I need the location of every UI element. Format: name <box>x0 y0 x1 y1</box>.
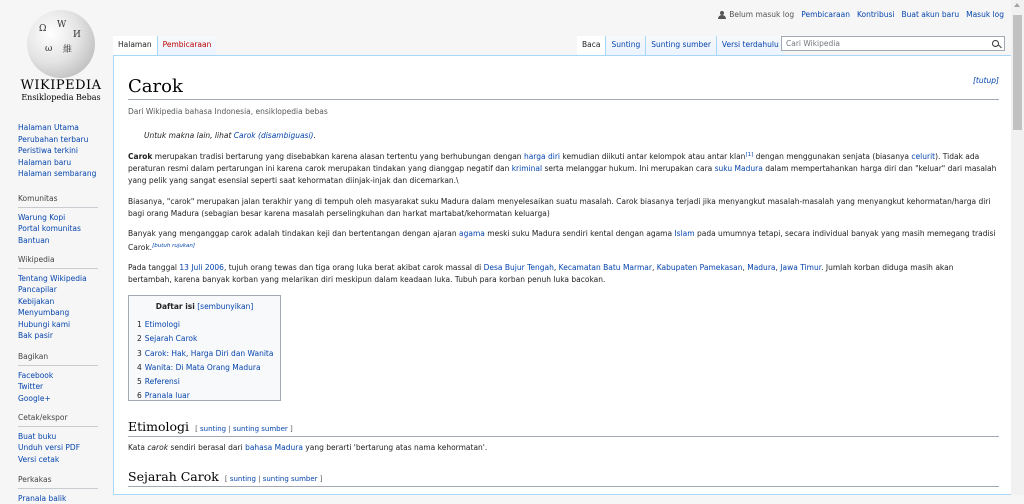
namespace-tabs <box>113 36 216 55</box>
toc-number: 4 <box>137 363 142 372</box>
toc-header <box>137 302 272 311</box>
celurit-link[interactable]: celurit <box>911 152 935 161</box>
text: , <box>776 263 781 272</box>
text: serta melanggar hukum. Ini merupakan cara <box>542 164 715 173</box>
sidebar-portal-perkakas <box>18 474 113 504</box>
sidebar-item-bak-pasir[interactable]: Bak pasir <box>18 330 113 342</box>
text: yang berarti 'bertarung atas nama kehormatan'. <box>303 443 487 452</box>
kecamatan-link[interactable]: Kecamatan Batu Marmar <box>559 263 652 272</box>
login-status-label: Belum masuk log <box>729 10 794 19</box>
sidebar-item-unduh-pdf[interactable]: Unduh versi PDF <box>18 442 113 454</box>
tab-versi-terdahulu[interactable]: Versi terdahulu <box>716 36 784 55</box>
paragraph-intro <box>128 149 998 187</box>
view-tabs <box>577 36 784 55</box>
sunting-link[interactable]: sunting <box>230 475 256 483</box>
text: dengan menggunakan senjata (biasanya <box>753 152 911 161</box>
text: ). Tidak ada peraturan resmi dalam pertarungan ini karena carok merupakan tindakan yang dianggap negatif dan <box>128 152 979 173</box>
toc-toggle[interactable]: [sembunyikan] <box>197 302 253 311</box>
paragraph-2: Biasanya, "carok" merupakan jalan terakhir yang di tempuh oleh masyarakat suku Madura dalam menyelesaikan suatu masalah. Carok biasanya terjadi jika menyangkut masalah-masalah yang menyangkut kehormatan/harga diri bagi orang Madura (sebagian besar karena masalah perselingkuhan dan harkat martabat/kehormatan keluarga) <box>128 196 998 220</box>
logo-wordmark: WIKIPEDIA <box>6 78 116 93</box>
sidebar-heading-bagikan: Bagikan <box>18 351 98 366</box>
bracket: [ <box>225 475 230 483</box>
section-heading-sejarah <box>128 469 323 484</box>
desa-link[interactable]: Desa Bujur Tengah <box>484 263 554 272</box>
sidebar-item-pranala-balik[interactable]: Pranala balik <box>18 493 113 504</box>
sidebar-heading-cetak: Cetak/ekspor <box>18 412 98 427</box>
article-content <box>113 55 1011 495</box>
table-of-contents <box>128 295 281 401</box>
text: dalam mempertahankan harga diri dan "keluar" dari masalah yang pelik yang sangat esensial seperti saat kehormatan diinjak-injak dan dicemarkan.\ <box>128 164 996 185</box>
sidebar-item-warung-kopi[interactable]: Warung Kopi <box>18 212 113 224</box>
paragraph-4 <box>128 262 998 286</box>
section-divider <box>128 486 999 487</box>
harga-diri-link[interactable]: harga diri <box>524 152 560 161</box>
toc-item[interactable] <box>137 375 272 389</box>
toc-number: 5 <box>137 377 142 386</box>
page-title: Carok <box>128 76 183 97</box>
sidebar-portal-bagikan <box>18 351 113 404</box>
text: pada umumnya tetapi, secara individual banyak yang masih memegang tradisi Carok. <box>128 229 996 252</box>
logo-tagline: Ensiklopedia Bebas <box>6 93 116 102</box>
bold-term: Carok <box>128 152 152 161</box>
buat-akun-link[interactable]: Buat akun baru <box>901 10 959 19</box>
toc-number: 6 <box>137 391 142 400</box>
citation-needed-link[interactable]: [butuh rujukan] <box>152 243 195 249</box>
search-input[interactable] <box>781 36 1005 51</box>
hatnote <box>144 131 316 140</box>
toc-title: Daftar isi <box>156 302 195 311</box>
section-title: Sejarah Carok <box>128 469 219 484</box>
search-placeholder: Cari Wikipedia <box>786 39 840 48</box>
tab-baca[interactable]: Baca <box>577 36 605 55</box>
text: , <box>554 263 559 272</box>
jawa-timur-link[interactable]: Jawa Timur <box>780 263 821 272</box>
toc-link[interactable]: Pranala luar <box>145 391 190 400</box>
bracket: ] <box>288 425 293 433</box>
site-tagline: Dari Wikipedia bahasa Indonesia, ensiklopedia bebas <box>128 107 328 116</box>
kabupaten-link[interactable]: Kabupaten Pamekasan <box>657 263 743 272</box>
scrollbar-thumb[interactable] <box>1013 15 1022 130</box>
sidebar-item-versi-cetak[interactable]: Versi cetak <box>18 454 113 466</box>
toc-number: 1 <box>137 320 142 329</box>
italic-term: carok <box>147 443 168 452</box>
sidebar-portal-wikipedia <box>18 254 113 342</box>
tutup-link[interactable]: [tutup] <box>973 76 999 85</box>
sidebar-item-twitter[interactable]: Twitter <box>18 381 113 393</box>
section-heading-etimologi <box>128 419 293 434</box>
login-status <box>718 10 794 19</box>
agama-link[interactable]: agama <box>459 229 485 238</box>
toc-number: 3 <box>137 349 142 358</box>
sunting-sumber-link[interactable]: sunting sumber <box>233 425 288 433</box>
sidebar-item-perubahan-terbaru[interactable]: Perubahan terbaru <box>18 134 113 146</box>
separator: | <box>256 475 263 483</box>
text: , <box>652 263 657 272</box>
kontribusi-link[interactable]: Kontribusi <box>857 10 895 19</box>
sidebar-item-buat-buku[interactable]: Buat buku <box>18 431 113 443</box>
sidebar-portal-cetak <box>18 412 113 465</box>
sidebar-heading-perkakas: Perkakas <box>18 474 98 489</box>
suku-madura-link[interactable]: suku Madura <box>715 164 763 173</box>
sidebar-navigation <box>18 122 113 180</box>
sidebar-item-facebook[interactable]: Facebook <box>18 370 113 382</box>
text: Pada tanggal <box>128 263 179 272</box>
sidebar-item-google-plus[interactable]: Google+ <box>18 393 113 405</box>
personal-tools <box>718 10 1004 19</box>
puzzle-globe-icon: Ω W И ω 維 <box>27 10 95 78</box>
sidebar-heading-komunitas: Komunitas <box>18 193 98 208</box>
sidebar-item-halaman-utama[interactable]: Halaman Utama <box>18 122 113 134</box>
text: . Jumlah korban diduga masih akan bertambah, karena banyak korban yang melarikan diri meskipun dalam keadaan luka. Tubuh para korban penuh luka bacokan. <box>128 263 953 284</box>
reference-link[interactable]: [1] <box>745 152 753 158</box>
sunting-link[interactable]: sunting <box>200 425 226 433</box>
tab-sunting-sumber[interactable]: Sunting sumber <box>645 36 716 55</box>
text: Banyak yang menganggap carok adalah tindakan keji dan bertentangan dengan ajaran <box>128 229 459 238</box>
islam-link[interactable]: Islam <box>674 229 694 238</box>
toc-item[interactable] <box>137 361 272 375</box>
text: kemudian diikuti antar kelompok atau antar klan <box>560 152 745 161</box>
sidebar-item-menyumbang[interactable]: Menyumbang <box>18 307 113 319</box>
toc-number: 2 <box>137 334 142 343</box>
sidebar-item-halaman-sembarang[interactable]: Halaman sembarang <box>18 168 113 180</box>
disambiguation-link[interactable]: Carok (disambiguasi) <box>234 131 314 140</box>
text: , <box>742 263 747 272</box>
sidebar-item-bantuan[interactable]: Bantuan <box>18 235 113 247</box>
separator: | <box>226 425 233 433</box>
sidebar-item-peristiwa-terkini[interactable]: Peristiwa terkini <box>18 145 113 157</box>
tab-pembicaraan[interactable]: Pembicaraan <box>157 36 217 55</box>
sidebar-heading-wikipedia: Wikipedia <box>18 254 98 269</box>
toc-item[interactable] <box>137 347 272 361</box>
sidebar-item-tentang-wikipedia[interactable]: Tentang Wikipedia <box>18 273 113 285</box>
tab-sunting[interactable]: Sunting <box>605 36 645 55</box>
toc-link[interactable]: Etimologi <box>145 320 180 329</box>
title-divider <box>128 99 999 100</box>
paragraph-3 <box>128 228 998 254</box>
date-link[interactable]: 13 Juli 2006 <box>179 263 224 272</box>
toc-link[interactable]: Sejarah Carok <box>145 334 198 343</box>
text: meski suku Madura sendiri kental dengan agama <box>485 229 675 238</box>
section-edit-links <box>225 475 323 483</box>
text: Kata <box>128 443 147 452</box>
kriminal-link[interactable]: kriminal <box>512 164 542 173</box>
toc-item[interactable] <box>137 389 272 403</box>
pembicaraan-link[interactable]: Pembicaraan <box>801 10 850 19</box>
sidebar-item-portal-komunitas[interactable]: Portal komunitas <box>18 223 113 235</box>
masuk-log-link[interactable]: Masuk log <box>966 10 1004 19</box>
bracket: ] <box>318 475 323 483</box>
toc-item[interactable] <box>137 332 272 346</box>
tab-halaman[interactable]: Halaman <box>113 36 157 55</box>
bahasa-madura-link[interactable]: bahasa Madura <box>245 443 303 452</box>
search-icon[interactable] <box>992 40 999 47</box>
section-title: Etimologi <box>128 419 189 434</box>
hatnote-text: Untuk makna lain, lihat <box>144 131 234 140</box>
bracket: [ <box>195 425 200 433</box>
hatnote-end: . <box>313 131 315 140</box>
toc-item[interactable] <box>137 318 272 332</box>
sidebar-portal-komunitas <box>18 193 113 246</box>
text: sendiri berasal dari <box>168 443 245 452</box>
toc-link[interactable]: Carok: Hak, Harga Diri dan Wanita <box>145 349 274 358</box>
section-divider <box>128 436 999 437</box>
toc-link[interactable]: Wanita: Di Mata Orang Madura <box>145 363 261 372</box>
paragraph-etimologi <box>128 442 998 454</box>
madura-link[interactable]: Madura <box>747 263 775 272</box>
sidebar-item-halaman-baru[interactable]: Halaman baru <box>18 157 113 169</box>
wikipedia-logo[interactable] <box>6 0 116 108</box>
vertical-scrollbar[interactable] <box>1011 0 1024 495</box>
scroll-up-icon[interactable] <box>1014 3 1020 7</box>
sidebar-item-hubungi-kami[interactable]: Hubungi kami <box>18 319 113 331</box>
section-edit-links <box>195 425 293 433</box>
user-icon <box>718 11 726 19</box>
sunting-sumber-link[interactable]: sunting sumber <box>263 475 318 483</box>
text: merupakan tradisi bertarung yang disebabkan karena alasan tertentu yang berhubungan dengan <box>152 152 524 161</box>
sidebar-item-kebijakan[interactable]: Kebijakan <box>18 296 113 308</box>
toc-link[interactable]: Referensi <box>145 377 180 386</box>
text: , tujuh orang tewas dan tiga orang luka berat akibat carok massal di <box>224 263 484 272</box>
sidebar-item-pancapilar[interactable]: Pancapilar <box>18 284 113 296</box>
